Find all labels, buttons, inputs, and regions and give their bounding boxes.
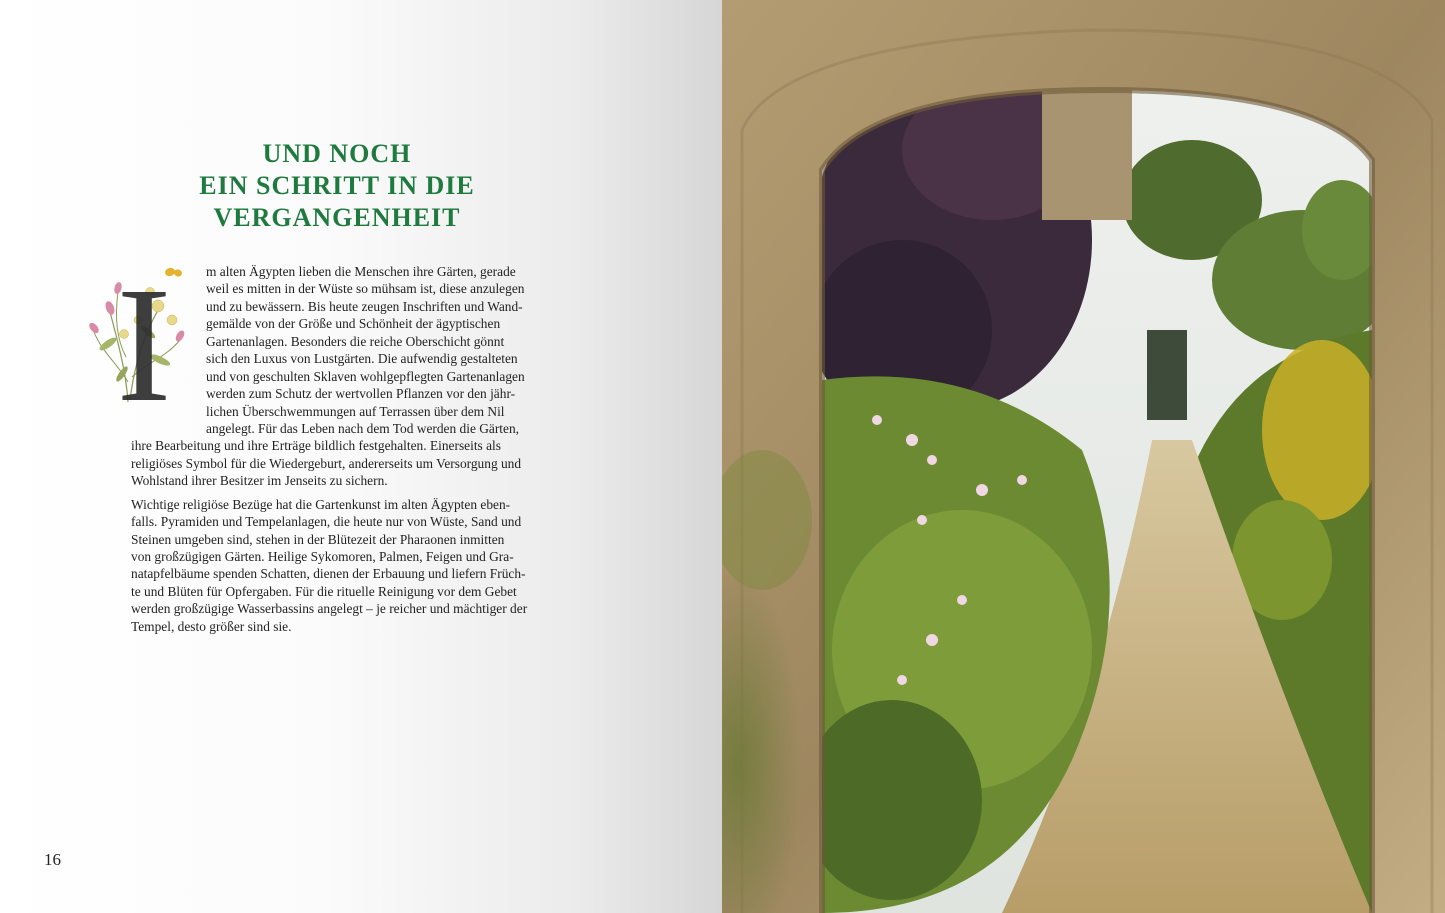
- text-line: werden großzügige Wasserbassins angelegt – je reicher und mächtiger der: [131, 601, 528, 617]
- text-line: sich den Luxus von Lustgärten. Die aufwendig gestalteten: [206, 351, 518, 367]
- page-number: 16: [44, 850, 61, 869]
- chapter-title: [130, 138, 544, 234]
- right-page: [722, 0, 1445, 913]
- text-line: natapfelbäume spenden Schatten, dienen der Erbauung und liefern Früch-: [131, 566, 526, 582]
- text-line: Gartenanlagen. Besonders die reiche Oberschicht gönnt: [206, 333, 505, 349]
- text-line: religiöses Symbol für die Wiedergeburt, andererseits um Versorgung und: [131, 455, 522, 471]
- text-line: gemälde von der Größe und Schönheit der ägyptischen: [206, 316, 501, 332]
- text-line: falls. Pyramiden und Tempelanlagen, die heute nur von Wüste, Sand und: [131, 514, 522, 530]
- left-page: [0, 0, 722, 913]
- text-line: m alten Ägypten lieben die Menschen ihre Gärten, gerade: [206, 264, 516, 279]
- text-line: und zu bewässern. Bis heute zeugen Inschriften und Wand-: [206, 298, 523, 314]
- text-line: lichen Überschwemmungen auf Terrassen über dem Nil: [206, 403, 505, 419]
- text-line: angelegt. Für das Leben nach dem Tod werden die Gärten,: [206, 420, 520, 436]
- body-text: [131, 263, 546, 635]
- garden-arch-photo: [722, 0, 1445, 913]
- title-line: VERGANGENHEIT: [213, 203, 461, 232]
- text-line: weil es mitten in der Wüste so mühsam ist, diese anzulegen: [206, 281, 525, 297]
- text-line: Tempel, desto größer sind sie.: [131, 618, 292, 634]
- text-line: ihre Bearbeitung und ihre Erträge bildlich festgehalten. Einerseits als: [131, 438, 501, 454]
- garden-view: [802, 70, 1392, 913]
- text-line: Wichtige religiöse Bezüge hat die Gartenkunst im alten Ägypten eben-: [131, 496, 511, 512]
- text-line: Steinen umgeben sind, stehen in der Blütezeit der Pharaonen inmitten: [131, 531, 505, 547]
- text-line: und von geschulten Sklaven wohlgepflegten Gartenanlagen: [206, 368, 525, 384]
- title-line: UND NOCH: [262, 139, 412, 168]
- text-line: werden zum Schutz der wertvollen Pflanzen vor den jähr-: [206, 386, 516, 402]
- title-line: EIN SCHRITT IN DIE: [199, 171, 475, 200]
- dropcap-letter: I: [116, 262, 172, 410]
- text-line: te und Blüten für Opfergaben. Für die rituelle Reinigung vor dem Gebet: [131, 583, 517, 599]
- text-line: von großzügigen Gärten. Heilige Sykomoren, Palmen, Feigen und Gra-: [131, 549, 514, 564]
- text-line: Wohlstand ihrer Besitzer im Jenseits zu sichern.: [131, 473, 388, 489]
